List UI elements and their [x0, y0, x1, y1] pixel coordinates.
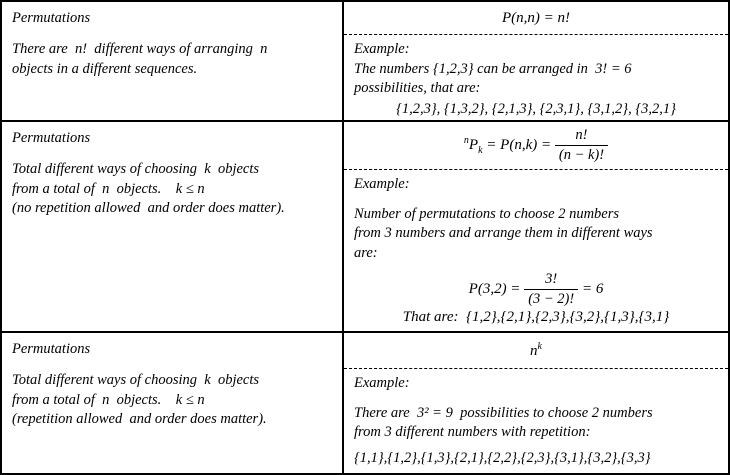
row3-definition-cell	[2, 333, 344, 473]
formula-mid: = P(n,k) =	[482, 137, 555, 153]
fraction-numerator: n!	[555, 127, 608, 146]
row2-example	[344, 170, 728, 327]
formula-fraction	[524, 271, 578, 307]
row2-formula-example-cell	[344, 122, 728, 333]
formula-superscript: n	[463, 135, 469, 146]
example-text-line: from 3 numbers and arrange them in different ways	[354, 225, 653, 241]
row2-title: Permutations	[12, 130, 91, 146]
formula-text: P(n,n) = n!	[501, 9, 571, 26]
row1-definition-cell	[2, 2, 344, 122]
formula-left: P(3,2) =	[468, 280, 525, 297]
permutation-sets: {1,1},{1,2},{1,3},{2,1},{2,2},{2,3},{3,1},{3,2},{3,3}	[354, 449, 651, 466]
formula-superscript: k	[537, 341, 542, 352]
formula-text	[464, 135, 555, 156]
row1-formula-example-cell	[344, 2, 728, 122]
formula-right: = 6	[578, 280, 604, 297]
formula-subscript: k	[478, 145, 483, 156]
row3-definition-line: (repetition allowed and order does matter).	[12, 411, 267, 427]
example-text-line: possibilities, that are:	[354, 80, 481, 96]
formula-text	[530, 341, 542, 360]
that-are-line	[354, 307, 718, 327]
row2-definition-cell	[2, 122, 344, 333]
example-text-line: Number of permutations to choose 2 numbers	[354, 205, 620, 222]
row3-formula-example-cell	[344, 333, 728, 473]
fraction-denominator: (3 − 2)!	[528, 290, 575, 307]
row3-title: Permutations	[12, 341, 91, 357]
row3-definition-line: from a total of n objects. k ≤ n	[12, 391, 205, 408]
permutation-sets: {1,2},{2,1},{2,3},{3,2},{1,3},{3,1}	[465, 309, 670, 326]
example-text-line: There are 3² = 9 possibilities to choose 2 numbers	[354, 404, 653, 421]
row1-formula	[344, 2, 728, 35]
example-text-line: from 3 different numbers with repetition:	[354, 424, 591, 440]
example-text-line: The numbers {1,2,3} can be arranged in 3! = 6	[354, 60, 632, 77]
fraction-denominator: (n − k)!	[558, 147, 605, 163]
row2-example-formula	[354, 271, 718, 307]
formula-base: P	[468, 137, 479, 153]
row3-formula	[344, 333, 728, 369]
row1-definition-line: objects in a different sequences.	[12, 60, 198, 77]
row3-definition-line: Total different ways of choosing k objects	[12, 372, 260, 388]
formula-base: n	[530, 343, 538, 359]
example-text-line: are:	[354, 244, 378, 261]
permutation-sets: {1,2,3}, {1,3,2}, {2,1,3}, {2,3,1}, {3,1,2}, {3,2,1}	[396, 100, 676, 117]
row2-definition-line: Total different ways of choosing k objects	[12, 161, 260, 177]
row2-definition-line: from a total of n objects. k ≤ n	[12, 180, 205, 197]
row1-title: Permutations	[12, 10, 91, 26]
that-are-label: That are:	[402, 309, 466, 326]
example-label: Example:	[354, 375, 410, 391]
formula-fraction	[555, 127, 608, 163]
row2-formula	[344, 122, 728, 170]
row1-example	[344, 35, 728, 119]
example-label: Example:	[354, 176, 410, 192]
row1-definition-line: There are n! different ways of arranging n	[12, 41, 268, 57]
fraction-numerator: 3!	[524, 271, 578, 290]
example-label: Example:	[354, 41, 410, 57]
row2-definition-line: (no repetition allowed and order does matter).	[12, 200, 285, 216]
row3-example	[344, 369, 728, 468]
